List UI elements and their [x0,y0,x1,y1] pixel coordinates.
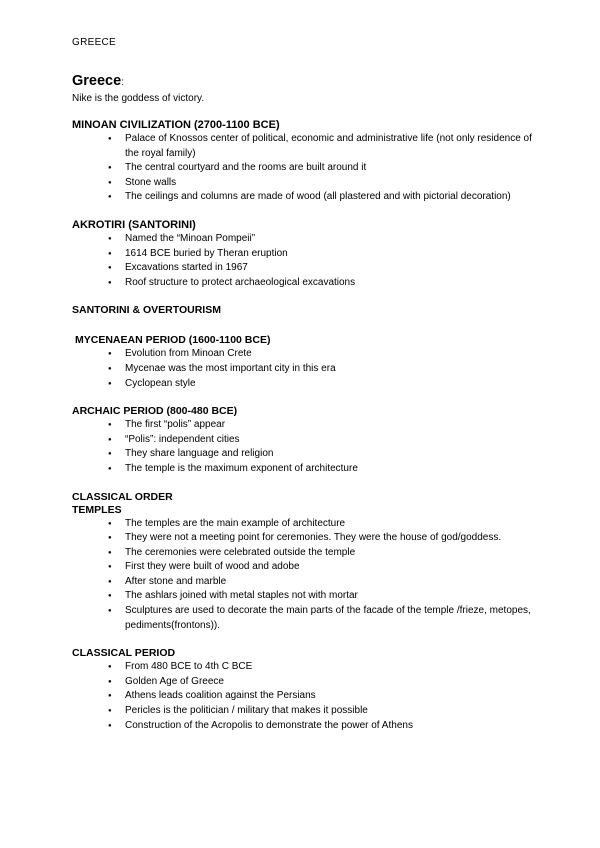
list-item: ● Sculptures are used to decorate the main parts of the facade of the temple /frieze, metopes, pediments(frontons)). [72,604,542,633]
document-page [72,36,542,747]
list-item: ● Stone walls [72,176,542,191]
list-item: ● The ashlars joined with metal staples not with mortar [72,589,542,604]
section-heading-santorini: SANTORINI & OVERTOURISM [72,304,221,317]
document-title [72,73,542,91]
intro-text: Nike is the goddess of victory. [72,93,205,104]
list-item: ● The first “polis” appear [72,418,542,433]
list-mycenaean [72,347,542,391]
list-item: ● Golden Age of Greece [72,675,542,690]
list-item: ● Athens leads coalition against the Persians [72,689,542,704]
list-item: ● The ceilings and columns are made of wood (all plastered and with pictorial decoration) [72,190,542,205]
list-item: ● They share language and religion [72,447,542,462]
list-item: ● Evolution from Minoan Crete [72,347,542,362]
list-item: ● The central courtyard and the rooms are built around it [72,161,542,176]
list-item: ● 1614 BCE buried by Theran eruption [72,247,542,262]
list-item: ● Mycenae was the most important city in this era [72,362,542,377]
list-item: ● The temples are the main example of architecture [72,517,542,532]
list-item: ● Cyclopean style [72,377,542,392]
list-item: ● Construction of the Acropolis to demonstrate the power of Athens [72,719,542,734]
list-item: ● Excavations started in 1967 [72,261,542,276]
list-item: ● They were not a meeting point for ceremonies. They were the house of god/goddess. [72,531,542,546]
list-item: ● First they were built of wood and adobe [72,560,542,575]
list-item: ● Palace of Knossos center of political, economic and administrative life (not only residence of the royal family) [72,132,542,161]
section-heading-archaic: ARCHAIC PERIOD (800-480 BCE) [72,405,238,418]
list-item: ● After stone and marble [72,575,542,590]
list-item: ● Named the “Minoan Pompeii” [72,232,542,247]
list-archaic [72,418,542,476]
list-item: ● The ceremonies were celebrated outside the temple [72,546,542,561]
list-temples [72,517,542,634]
list-item: ● Roof structure to protect archaeological excavations [72,276,542,291]
list-item: ● Pericles is the politician / military that makes it possible [72,704,542,719]
section-heading-classical-period: CLASSICAL PERIOD [72,647,176,660]
section-heading-minoan: MINOAN CIVILIZATION (2700-1100 BCE) [72,119,280,131]
document-header: GREECE [72,37,117,48]
list-item: ● The temple is the maximum exponent of architecture [72,462,542,477]
list-minoan [72,132,542,205]
section-heading-mycenaean: MYCENAEAN PERIOD (1600-1100 BCE) [75,334,271,347]
list-akrotiri [72,232,542,290]
section-heading-classical-order: CLASSICAL ORDER [72,490,173,503]
title-text: Greece [72,73,122,89]
title-colon: : [121,77,124,88]
list-item: ● From 480 BCE to 4th C BCE [72,660,542,675]
list-item: ● “Polis”: independent cities [72,433,542,448]
subheading-temples: TEMPLES [72,503,122,516]
section-heading-akrotiri: AKROTIRI (SANTORINI) [72,218,196,231]
list-classical-period [72,660,542,733]
